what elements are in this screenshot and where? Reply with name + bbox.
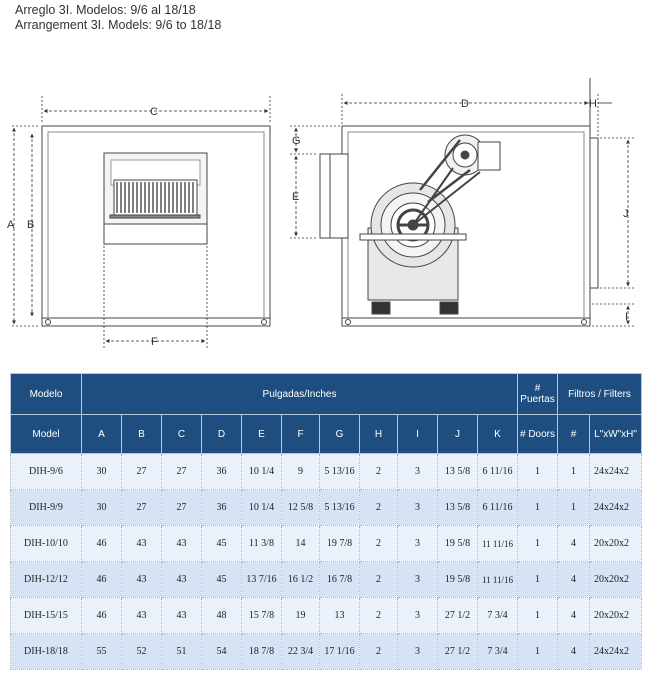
cell-g: 19 7/8 bbox=[320, 526, 360, 562]
cell-i: 3 bbox=[398, 454, 438, 490]
cell-c: 51 bbox=[162, 634, 202, 670]
title-spanish: Arreglo 3I. Modelos: 9/6 al 18/18 bbox=[15, 3, 196, 17]
cell-h: 2 bbox=[360, 598, 398, 634]
cell-e: 10 1/4 bbox=[242, 454, 282, 490]
header-col-k: K bbox=[478, 415, 518, 454]
cell-e: 15 7/8 bbox=[242, 598, 282, 634]
cell-h: 2 bbox=[360, 562, 398, 598]
cell-i: 3 bbox=[398, 634, 438, 670]
header-col-b: B bbox=[122, 415, 162, 454]
cell-b: 43 bbox=[122, 562, 162, 598]
cell-model: DIH-9/9 bbox=[11, 490, 82, 526]
dim-d-label: D bbox=[461, 98, 469, 110]
header-filters-count: # bbox=[558, 415, 590, 454]
cell-c: 27 bbox=[162, 454, 202, 490]
dim-a-label: A bbox=[7, 219, 15, 231]
cell-k: 6 11/16 bbox=[478, 454, 518, 490]
cell-d: 36 bbox=[202, 490, 242, 526]
cell-k: 6 11/16 bbox=[478, 490, 518, 526]
cell-j: 13 5/8 bbox=[438, 454, 478, 490]
cell-k: 7 3/4 bbox=[478, 598, 518, 634]
cell-j: 19 5/8 bbox=[438, 526, 478, 562]
cell-b: 27 bbox=[122, 454, 162, 490]
cell-k: 11 11/16 bbox=[478, 526, 518, 562]
dim-f-label: F bbox=[151, 336, 158, 348]
cell-d: 54 bbox=[202, 634, 242, 670]
table-row bbox=[11, 454, 642, 490]
cell-i: 3 bbox=[398, 490, 438, 526]
cell-filter-size: 20x20x2 bbox=[590, 526, 642, 562]
cell-f: 22 3/4 bbox=[282, 634, 320, 670]
cell-g: 17 1/16 bbox=[320, 634, 360, 670]
cell-f: 9 bbox=[282, 454, 320, 490]
cell-c: 43 bbox=[162, 598, 202, 634]
cell-model: DIH-18/18 bbox=[11, 634, 82, 670]
cell-h: 2 bbox=[360, 526, 398, 562]
cell-f: 16 1/2 bbox=[282, 562, 320, 598]
header-col-f: F bbox=[282, 415, 320, 454]
header-col-d: D bbox=[202, 415, 242, 454]
cell-b: 43 bbox=[122, 526, 162, 562]
header-filtros: Filtros / Filters bbox=[558, 374, 642, 415]
cell-filters: 4 bbox=[558, 634, 590, 670]
cell-e: 18 7/8 bbox=[242, 634, 282, 670]
cell-doors: 1 bbox=[518, 454, 558, 490]
cell-a: 46 bbox=[82, 598, 122, 634]
dim-h-label: H bbox=[589, 98, 597, 110]
cell-k: 7 3/4 bbox=[478, 634, 518, 670]
cell-b: 52 bbox=[122, 634, 162, 670]
cell-filters: 4 bbox=[558, 598, 590, 634]
cell-doors: 1 bbox=[518, 562, 558, 598]
cell-c: 27 bbox=[162, 490, 202, 526]
header-doors: # Doors bbox=[518, 415, 558, 454]
table-row bbox=[11, 490, 642, 526]
cell-g: 5 13/16 bbox=[320, 454, 360, 490]
cell-i: 3 bbox=[398, 562, 438, 598]
cell-a: 46 bbox=[82, 526, 122, 562]
front-view bbox=[42, 126, 270, 326]
cell-filters: 4 bbox=[558, 562, 590, 598]
cell-model: DIH-12/12 bbox=[11, 562, 82, 598]
dim-j-label: J bbox=[623, 208, 629, 220]
cell-doors: 1 bbox=[518, 526, 558, 562]
cell-filters: 1 bbox=[558, 454, 590, 490]
header-col-g: G bbox=[320, 415, 360, 454]
header-puertas: # Puertas bbox=[518, 374, 558, 415]
header-modelo: Modelo bbox=[11, 374, 82, 415]
cell-e: 10 1/4 bbox=[242, 490, 282, 526]
header-col-i: I bbox=[398, 415, 438, 454]
cell-d: 48 bbox=[202, 598, 242, 634]
dim-i-label: I bbox=[625, 311, 629, 323]
dim-e-label: E bbox=[292, 191, 300, 203]
cell-h: 2 bbox=[360, 490, 398, 526]
cell-f: 12 5/8 bbox=[282, 490, 320, 526]
cell-f: 14 bbox=[282, 526, 320, 562]
cell-filter-size: 20x20x2 bbox=[590, 562, 642, 598]
header-col-a: A bbox=[82, 415, 122, 454]
cell-e: 13 7/16 bbox=[242, 562, 282, 598]
cell-filter-size: 20x20x2 bbox=[590, 598, 642, 634]
cell-doors: 1 bbox=[518, 634, 558, 670]
header-model: Model bbox=[11, 415, 82, 454]
header-col-e: E bbox=[242, 415, 282, 454]
cell-e: 11 3/8 bbox=[242, 526, 282, 562]
cell-doors: 1 bbox=[518, 490, 558, 526]
cell-a: 46 bbox=[82, 562, 122, 598]
table-row bbox=[11, 562, 642, 598]
title-english: Arrangement 3I. Models: 9/6 to 18/18 bbox=[15, 18, 222, 32]
cell-filter-size: 24x24x2 bbox=[590, 634, 642, 670]
cell-model: DIH-9/6 bbox=[11, 454, 82, 490]
cell-filters: 4 bbox=[558, 526, 590, 562]
table-row bbox=[11, 598, 642, 634]
header-col-j: J bbox=[438, 415, 478, 454]
cell-j: 27 1/2 bbox=[438, 598, 478, 634]
cell-d: 36 bbox=[202, 454, 242, 490]
cell-b: 27 bbox=[122, 490, 162, 526]
dim-b-label: B bbox=[27, 219, 35, 231]
header-col-h: H bbox=[360, 415, 398, 454]
cell-g: 16 7/8 bbox=[320, 562, 360, 598]
cell-filter-size: 24x24x2 bbox=[590, 454, 642, 490]
table-row bbox=[11, 634, 642, 670]
cell-k: 11 11/16 bbox=[478, 562, 518, 598]
cell-filter-size: 24x24x2 bbox=[590, 490, 642, 526]
cell-d: 45 bbox=[202, 562, 242, 598]
cell-i: 3 bbox=[398, 598, 438, 634]
cell-j: 13 5/8 bbox=[438, 490, 478, 526]
cell-d: 45 bbox=[202, 526, 242, 562]
cell-a: 55 bbox=[82, 634, 122, 670]
cell-j: 19 5/8 bbox=[438, 562, 478, 598]
cell-i: 3 bbox=[398, 526, 438, 562]
cell-doors: 1 bbox=[518, 598, 558, 634]
cell-h: 2 bbox=[360, 454, 398, 490]
cell-c: 43 bbox=[162, 526, 202, 562]
cell-filters: 1 bbox=[558, 490, 590, 526]
cell-model: DIH-15/15 bbox=[11, 598, 82, 634]
side-view bbox=[320, 78, 598, 326]
dim-g-label: G bbox=[292, 135, 301, 147]
cell-g: 13 bbox=[320, 598, 360, 634]
cell-model: DIH-10/10 bbox=[11, 526, 82, 562]
header-filters-size: L"xW"xH" bbox=[590, 415, 642, 454]
cell-j: 27 1/2 bbox=[438, 634, 478, 670]
cell-g: 5 13/16 bbox=[320, 490, 360, 526]
dim-c-label: C bbox=[150, 106, 158, 118]
cell-a: 30 bbox=[82, 454, 122, 490]
cell-c: 43 bbox=[162, 562, 202, 598]
cell-a: 30 bbox=[82, 490, 122, 526]
header-pulgadas-inches: Pulgadas/Inches bbox=[82, 374, 518, 415]
header-col-c: C bbox=[162, 415, 202, 454]
specifications-table bbox=[10, 373, 642, 670]
table-row bbox=[11, 526, 642, 562]
cell-f: 19 bbox=[282, 598, 320, 634]
cell-h: 2 bbox=[360, 634, 398, 670]
cell-b: 43 bbox=[122, 598, 162, 634]
